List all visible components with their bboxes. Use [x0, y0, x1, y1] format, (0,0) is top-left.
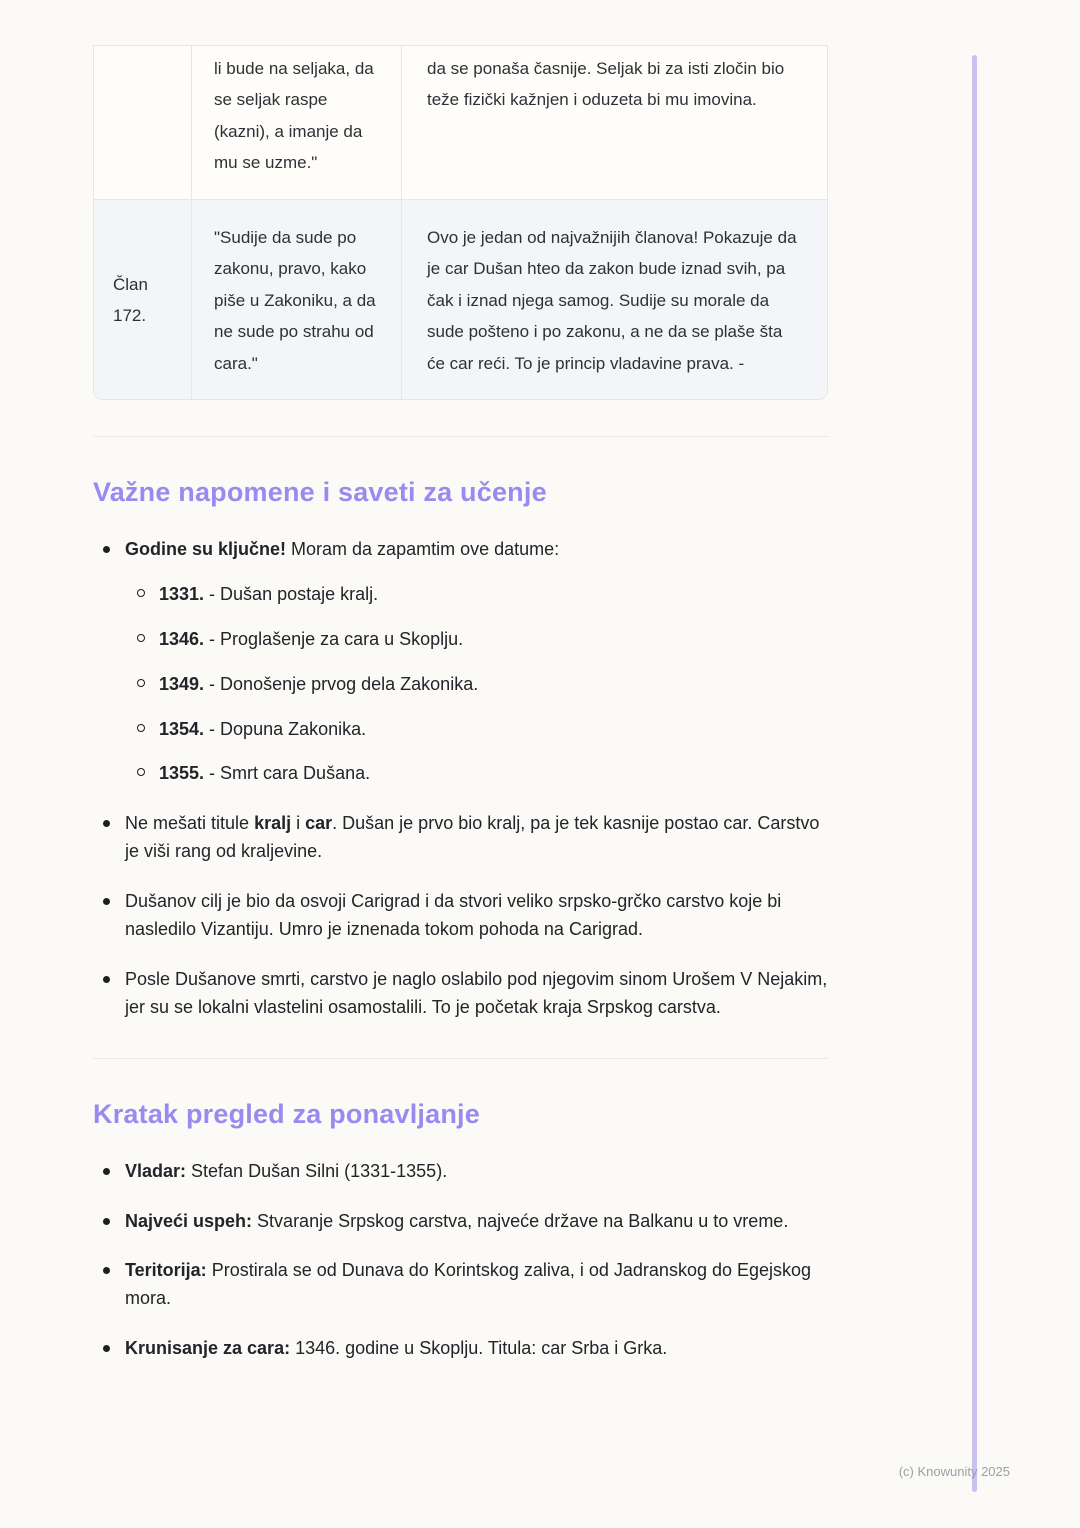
date-item	[127, 581, 828, 609]
table-row	[94, 46, 827, 199]
date-text: - Proglašenje za cara u Skoplju.	[204, 628, 464, 649]
list-item-rest: Moram da zapamtim ove datume:	[286, 538, 560, 559]
copyright-footer: (c) Knowunity 2025	[898, 1464, 1010, 1479]
table-cell-explanation: Ovo je jedan od najvažnijih članova! Pokazuje da je car Dušan hteo da zakon bude iznad svih, pa čak i iznad njega samog. Sudije su morale da sude pošteno i po zakonu, a ne da se plaše šta će car reći. To je princip vladavine prava. -	[401, 200, 827, 399]
summary-item	[93, 1158, 828, 1186]
date-item	[127, 626, 828, 654]
dates-list	[127, 581, 828, 788]
date-year: 1346.	[159, 628, 205, 649]
summary-list	[93, 1158, 828, 1363]
list-item-goal: Dušanov cilj je bio da osvoji Carigrad i da stvori veliko srpsko-grčko carstvo koje bi nasledilo Vizantiju. Umro je iznenada tokom pohoda na Carigrad.	[93, 888, 828, 944]
summary-item	[93, 1335, 828, 1363]
zakonik-table	[93, 45, 828, 400]
date-year: 1354.	[159, 718, 205, 739]
date-item	[127, 716, 828, 744]
list-item-titles	[93, 810, 828, 866]
summary-item-bold: Vladar:	[125, 1160, 187, 1181]
date-text: - Smrt cara Dušana.	[204, 763, 371, 784]
summary-item	[93, 1208, 828, 1236]
date-item	[127, 671, 828, 699]
list-item-bold: kralj	[254, 813, 292, 834]
list-item-bold: Godine su ključne!	[125, 538, 287, 559]
date-year: 1331.	[159, 583, 205, 604]
notes-list	[93, 536, 828, 1022]
table-cell-quote: "Sudije da sude po zakonu, pravo, kako piše u Zakoniku, a da ne sude po strahu od cara."	[191, 200, 401, 399]
date-item	[127, 760, 828, 788]
date-text: - Dopuna Zakonika.	[204, 718, 367, 739]
scrollbar[interactable]	[972, 55, 977, 1492]
date-year: 1355.	[159, 763, 205, 784]
summary-item	[93, 1257, 828, 1313]
divider	[93, 436, 828, 437]
list-item-dates	[93, 536, 828, 788]
summary-section-title: Kratak pregled za ponavljanje	[93, 1098, 480, 1129]
notes-section-title: Važne napomene i saveti za učenje	[93, 476, 547, 507]
table-cell-explanation: da se ponaša časnije. Seljak bi za isti zločin bio teže fizički kažnjen i oduzeta bi mu imovina.	[401, 46, 827, 199]
summary-item-text: 1346. godine u Skoplju. Titula: car Srba i Grka.	[290, 1338, 668, 1359]
list-item-text	[125, 539, 559, 559]
table-cell-label	[94, 46, 191, 199]
list-item-part: Ne mešati titule	[125, 813, 255, 834]
table-cell-label: Član 172.	[113, 274, 148, 326]
summary-item-bold: Teritorija:	[125, 1260, 207, 1281]
summary-item-text: Stvaranje Srpskog carstva, najveće države na Balkanu u to vreme.	[252, 1210, 789, 1231]
table-cell-quote: li bude na seljaka, da se seljak raspe (kazni), a imanje da mu se uzme."	[191, 46, 401, 199]
date-text: - Donošenje prvog dela Zakonika.	[204, 673, 479, 694]
list-item-part: . Dušan je prvo bio kralj, pa je tek kasnije postao car. Carstvo je viši rang od kraljevine.	[125, 813, 820, 862]
summary-item-text: Prostirala se od Dunava do Korintskog zaliva, i od Jadranskog do Egejskog mora.	[125, 1260, 812, 1309]
divider	[93, 1058, 828, 1059]
content-column	[93, 0, 828, 1385]
table-row	[94, 199, 827, 399]
list-item-part: i	[291, 813, 306, 834]
list-item-bold: car	[305, 813, 333, 834]
list-item-aftermath: Posle Dušanove smrti, carstvo je naglo oslabilo pod njegovim sinom Urošem V Nejakim, jer su se lokalni vlastelini osamostalili. To je početak kraja Srpskog carstva.	[93, 966, 828, 1022]
summary-item-text: Stefan Dušan Silni (1331-1355).	[186, 1160, 448, 1181]
summary-item-bold: Najveći uspeh:	[125, 1210, 253, 1231]
date-year: 1349.	[159, 673, 205, 694]
summary-item-bold: Krunisanje za cara:	[125, 1338, 291, 1359]
date-text: - Dušan postaje kralj.	[204, 583, 379, 604]
